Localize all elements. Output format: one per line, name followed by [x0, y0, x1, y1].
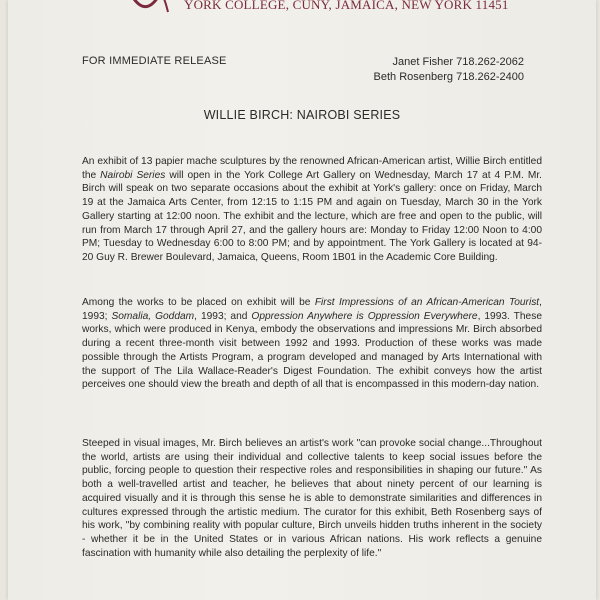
paragraph-text: An exhibit of 13 papier mache sculptures by the renowned African-American artist, Willie Birch entitled the [82, 156, 542, 181]
paragraph-1 [82, 155, 542, 265]
letterhead-institution: YORK COLLEGE, CUNY, JAMAICA, NEW YORK 11451 [184, 0, 509, 12]
paragraph-3 [82, 437, 542, 560]
paragraph-text: , 1993; [82, 297, 542, 322]
paragraph-2 [82, 296, 542, 392]
contact-line: Janet Fisher 718.262-2062 [392, 56, 524, 68]
document-page [8, 0, 596, 600]
paragraph-text: Steeped in visual images, Mr. Birch believes an artist's work "can provoke social change...Throughout the world, artists are using their individual and collective talents to keep social issues before the public, forcing people to question their respective roles and responsibilities in shaping our future." As both a well-travelled artist and teacher, he believes that about ninety percent of our learning is acquired visually and it is through this sense he is able to demonstrate similarities and differences in cultures expressed through the artistic medium. The curator for this exhibit, Beth Rosenberg says of his work, "by combining reality with popular culture, Birch unveils hidden truths inherent in the society - whether it be in the United States or in various African nations. His work reflects a genuine fascination with humanity while also detailing the perplexity of life." [82, 438, 542, 559]
work-title: Somalia, Goddam [111, 310, 195, 322]
paragraph-text: , 1993; and [194, 310, 252, 322]
work-title: Oppression Anywhere is Oppression Everywhere [251, 310, 478, 322]
paragraph-text: Among the works to be placed on exhibit will be [82, 297, 315, 308]
series-title: Nairobi Series [100, 169, 166, 181]
paragraph-text: , 1993. These works, which were produced in Kenya, embody the observations and impressions Mr. Birch absorbed during a recent three-month visit between 1992 and 1993. Production of these works was made possible through the Artists Program, a program developed and managed by Arts International with the support of The Lila Wallace-Reader's Digest Foundation. The exhibit conveys how the artist perceives one should view the breath and depth of all that is encompassed in this modern-day nation. [82, 310, 542, 391]
document-title: WILLIE BIRCH: NAIROBI SERIES [203, 108, 401, 122]
paragraph-text: will open in the York College Art Gallery on Wednesday, March 17 at 4 P.M. Mr. Birch will speak on two separate occasions about the exhibit at York's gallery: once on Friday, March 19 at the Jamaica Arts Center, from 12:15 to 1:15 PM and again on Tuesday, March 30 in the York Gallery starting at 12:00 noon. The exhibit and the lecture, which are free and open to the public, will run from March 17 through April 27, and the gallery hours are: Monday to Friday 12:00 Noon to 4:00 PM; Tuesday to Wednesday 6:00 to 8:00 PM; and by appointment. The York Gallery is located at 94-20 Guy R. Brewer Boulevard, Jamaica, Queens, Room 1B01 in the Academic Core Building. [82, 169, 542, 263]
contacts-block [374, 55, 524, 85]
college-logo-icon [128, 0, 172, 14]
release-label: FOR IMMEDIATE RELEASE [82, 55, 227, 67]
work-title: First Impressions of an African-American Tourist [314, 297, 540, 308]
contact-line: Beth Rosenberg 718.262-2400 [373, 71, 524, 83]
